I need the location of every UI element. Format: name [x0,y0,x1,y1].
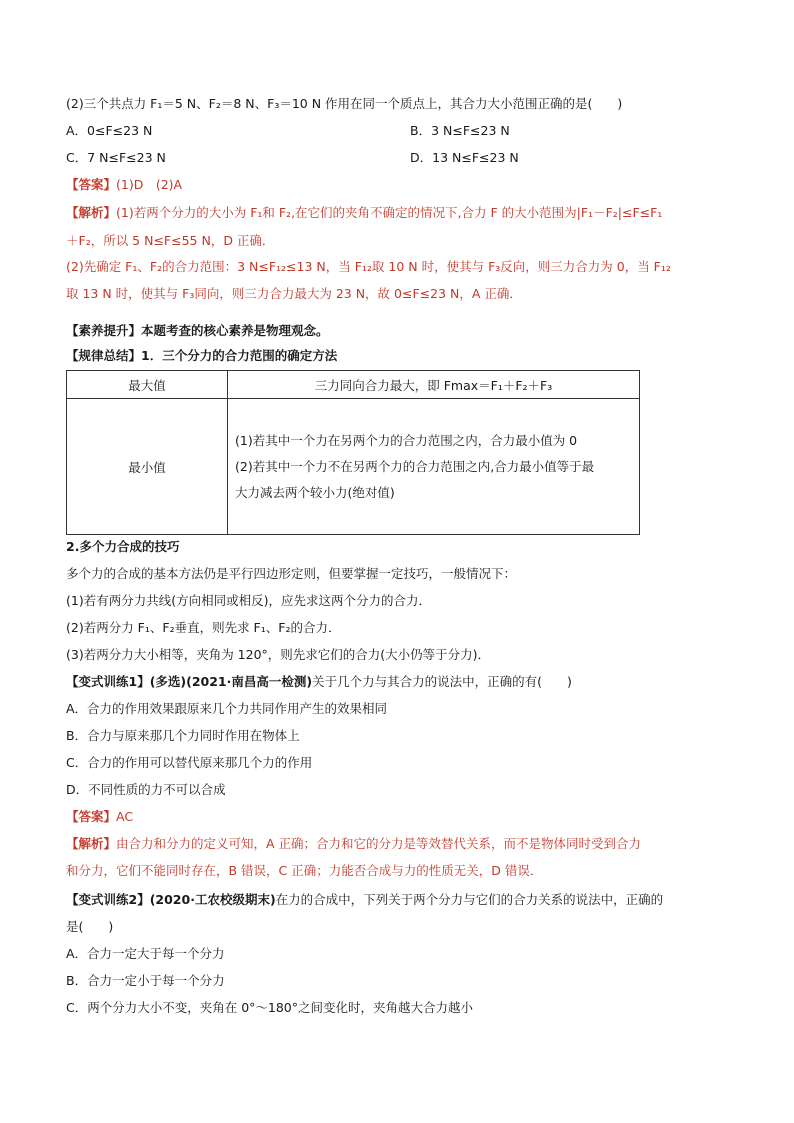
literacy-note: 【素养提升】本题考查的核心素养是物理观念。 [66,323,329,338]
tip-1: (1)若有两分力共线(方向相同或相反)，应先求这两个分力的合力． [66,593,431,608]
exercise-1-option-d: D．不同性质的力不可以合成 [66,782,226,797]
tip-2: (2)若两分力 F₁、F₂垂直，则先求 F₁、F₂的合力． [66,620,341,635]
tips-title: 2.多个力合成的技巧 [66,539,180,554]
analysis-1-line-3: (2)先确定 F₁、F₂的合力范围：3 N≤F₁₂≤13 N，当 F₁₂取 10 N 时，使其与 F₃反向，则三力合力为 0，当 F₁₂ [66,259,671,274]
analysis-tag: 【解析】 [66,836,117,851]
exercise-1-stem [66,673,572,691]
analysis-text: 由合力和分力的定义可知，A 正确；合力和它的分力是等效替代关系，而不是物体同时受到合力 [116,836,642,851]
exercise-2-stem-cont: 是( ) [66,919,114,934]
exercise-1-option-b: B．合力与原来那几个力同时作用在物体上 [66,728,300,743]
analysis-2-line-2: 和分力，它们不能同时存在，B 错误，C 正确；力能否合成与力的性质无关，D 错误． [66,863,543,878]
min-rule-3: 大力减去两个较小力(绝对值) [235,484,395,500]
rule-summary-title: 【规律总结】1．三个分力的合力范围的确定方法 [66,348,338,363]
exercise-1-option-c: C．合力的作用可以替代原来那几个力的作用 [66,755,313,770]
table-cell-max-body: 三力同向合力最大，即 Fmax＝F₁＋F₂＋F₃ [228,371,640,399]
analysis-2-line-1 [66,835,641,853]
exercise-1-tag: 【变式训练1】(多选)(2021·南昌高一检测) [66,674,313,689]
exercise-1-option-a: A．合力的作用效果跟原来几个力共同作用产生的效果相同 [66,701,388,716]
answer-text: (1)D (2)A [116,177,183,192]
tips-intro: 多个力的合成的基本方法仍是平行四边形定则，但要掌握一定技巧，一般情况下： [66,566,517,581]
answer-1 [66,176,182,194]
table-row [67,399,640,535]
exercise-2-option-c: C．两个分力大小不变，夹角在 0°～180°之间变化时，夹角越大合力越小 [66,1000,474,1015]
rule-table [66,370,640,535]
table-cell-min-label: 最小值 [67,399,228,535]
analysis-1-line-2: ＋F₂，所以 5 N≤F≤55 N，D 正确． [66,233,275,248]
exercise-2-stem [66,891,663,909]
exercise-2-tag: 【变式训练2】(2020·工农校级期末) [66,892,276,907]
analysis-tag: 【解析】 [66,205,117,220]
question-2-stem: (2)三个共点力 F₁＝5 N、F₂＝8 N、F₃＝10 N 作用在同一个质点上，其合力大小范围正确的是( ) [66,96,623,111]
exercise-2-option-b: B．合力一定小于每一个分力 [66,973,225,988]
analysis-text: (1)若两个分力的大小为 F₁和 F₂,在它们的夹角不确定的情况下,合力 F 的大小范围为|F₁－F₂|≤F≤F₁ [116,205,663,220]
analysis-1-line-1 [66,204,662,222]
table-row [67,371,640,399]
option-c: C．7 N≤F≤23 N [66,150,166,165]
answer-tag: 【答案】 [66,809,117,824]
option-a: A．0≤F≤23 N [66,123,153,138]
table-cell-max-label: 最大值 [67,371,228,399]
min-rule-1: (1)若其中一个力在另两个力的合力范围之内，合力最小值为 0 [235,432,578,448]
answer-2 [66,808,133,826]
table-cell-min-body [228,399,640,535]
exercise-2-option-a: A．合力一定大于每一个分力 [66,946,225,961]
option-b: B．3 N≤F≤23 N [410,123,510,138]
option-d: D．13 N≤F≤23 N [410,150,519,165]
min-rule-2: (2)若其中一个力不在另两个力的合力范围之内,合力最小值等于最 [235,458,595,474]
exercise-1-text: 关于几个力与其合力的说法中，正确的有( ) [312,674,572,689]
tip-3: (3)若两分力大小相等，夹角为 120°，则先求它们的合力(大小仍等于分力)． [66,647,491,662]
analysis-1-line-4: 取 13 N 时，使其与 F₃同向，则三力合力最大为 23 N，故 0≤F≤23 N，A 正确． [66,286,522,301]
answer-text: AC [116,809,134,824]
exercise-2-text: 在力的合成中，下列关于两个分力与它们的合力关系的说法中，正确的 [275,892,664,907]
answer-tag: 【答案】 [66,177,117,192]
